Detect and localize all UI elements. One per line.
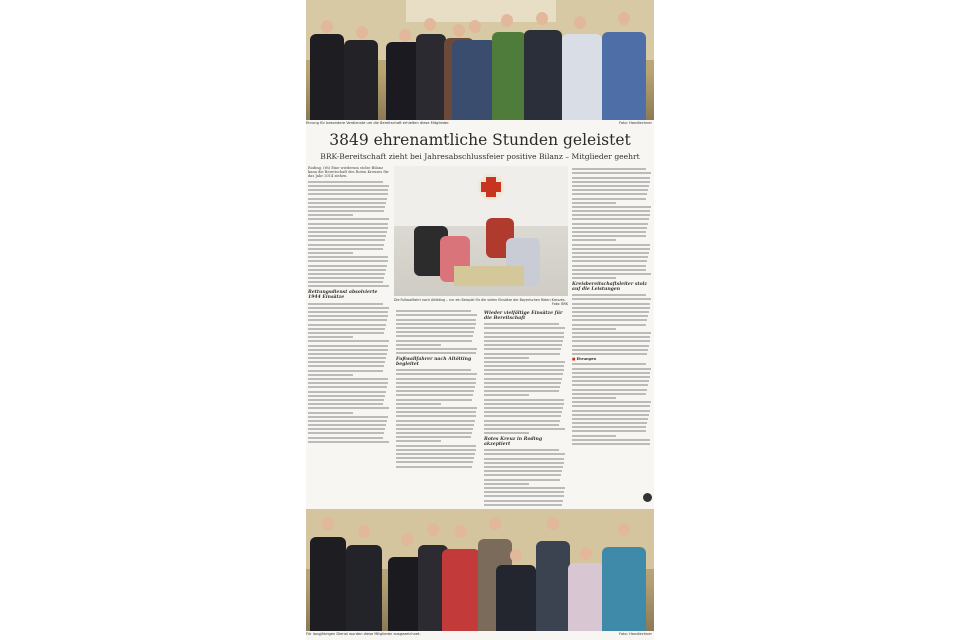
- text-line: [484, 420, 560, 422]
- text-line: [572, 244, 650, 246]
- text-line: [396, 344, 441, 346]
- text-line: [572, 380, 649, 382]
- text-line: [308, 307, 389, 309]
- bottom-group-photo: [306, 509, 654, 631]
- bottom-caption-text: Für langjährigen Dienst wurden diese Mitglieder ausgezeichnet.: [306, 632, 421, 636]
- text-line: [484, 411, 562, 413]
- text-line: [572, 340, 650, 342]
- text-line: [484, 495, 564, 497]
- text-line: [396, 407, 477, 409]
- text-line: [572, 239, 616, 241]
- text-line: [308, 311, 388, 313]
- text-line: [572, 231, 646, 233]
- text-line: [308, 206, 385, 208]
- text-line: [572, 177, 650, 179]
- text-line: [308, 235, 386, 237]
- text-line: [396, 420, 475, 422]
- inner-event-photo: [394, 166, 568, 296]
- text-line: [484, 403, 564, 405]
- text-line: [572, 210, 650, 212]
- text-line: [308, 328, 385, 330]
- text-line: [308, 357, 386, 359]
- intro-paragraph: Roding. (rh) Eine wiederum stolze Bilanz kann die Bereitschaft des Roten Kreuzes für das Jahr 2014 ziehen.: [308, 166, 389, 179]
- text-line: [572, 376, 650, 378]
- text-line: [308, 269, 386, 271]
- text-line: [308, 340, 389, 342]
- text-line: [396, 424, 474, 426]
- text-column-1: [308, 166, 390, 506]
- text-line: [308, 424, 386, 426]
- subhead-operations: Wieder vielfältige Einsätze für die Bereitschaft: [484, 311, 563, 321]
- text-line: [396, 373, 477, 375]
- text-line: [572, 273, 651, 275]
- text-line: [396, 436, 471, 438]
- text-line: [308, 382, 388, 384]
- text-line: [572, 277, 616, 279]
- text-line: [572, 418, 648, 420]
- text-line: [396, 399, 472, 401]
- text-line: [484, 424, 559, 426]
- text-line: [572, 181, 650, 183]
- text-line: [572, 227, 647, 229]
- text-line: [396, 440, 441, 442]
- text-line: [308, 345, 388, 347]
- text-line: [572, 332, 651, 334]
- text-line: [396, 314, 477, 316]
- text-line: [396, 466, 472, 468]
- text-line: [308, 227, 388, 229]
- text-line: [308, 391, 386, 393]
- text-line: [308, 432, 384, 434]
- text-line: [308, 185, 389, 187]
- text-line: [396, 331, 474, 333]
- text-column-4: [572, 166, 652, 491]
- text-line: [572, 307, 650, 309]
- text-line: [572, 368, 651, 370]
- text-line: [308, 218, 389, 220]
- text-line: [308, 265, 387, 267]
- text-line: [308, 416, 388, 418]
- text-line: [572, 235, 646, 237]
- text-line: [572, 193, 647, 195]
- text-line: [484, 415, 561, 417]
- text-line: [484, 407, 563, 409]
- text-line: [308, 319, 387, 321]
- text-line: [572, 256, 648, 258]
- text-line: [484, 344, 562, 346]
- subhead-rescue-service: Rettungsdienst absolvierte 1944 Einsätze: [308, 290, 378, 301]
- text-line: [484, 373, 563, 375]
- text-line: [396, 394, 473, 396]
- text-line: [308, 441, 389, 443]
- text-line: [572, 269, 646, 271]
- text-line: [308, 386, 387, 388]
- text-line: [396, 378, 476, 380]
- text-line: [572, 315, 648, 317]
- text-line: [308, 420, 387, 422]
- text-line: [396, 335, 473, 337]
- text-line: [308, 252, 353, 254]
- text-line: [308, 202, 386, 204]
- text-line: [484, 336, 564, 338]
- text-line: [484, 378, 562, 380]
- text-line: [396, 390, 474, 392]
- text-line: [308, 281, 383, 283]
- text-line: [396, 449, 476, 451]
- text-line: [572, 185, 649, 187]
- text-line: [308, 277, 384, 279]
- subhead-district-leader: Kreisbereitschaftsleiter stolz auf die Leistungen: [572, 282, 647, 293]
- text-line: [484, 474, 561, 476]
- text-line: [572, 260, 647, 262]
- text-line: [308, 407, 389, 409]
- text-line: [308, 361, 385, 363]
- text-line: [572, 218, 649, 220]
- text-line: [308, 181, 383, 183]
- text-line: [308, 239, 385, 241]
- text-line: [572, 252, 649, 254]
- text-line: [308, 412, 353, 414]
- text-line: [484, 462, 564, 464]
- text-line: [484, 491, 564, 493]
- text-line: [396, 382, 476, 384]
- inner-photo-credit: Foto: BRK: [552, 302, 568, 306]
- honors-label: ■ Ehrungen: [572, 357, 597, 362]
- text-line: [484, 340, 563, 342]
- text-line: [396, 386, 475, 388]
- text-line: [572, 328, 616, 330]
- text-line: [572, 435, 616, 437]
- text-line: [484, 365, 564, 367]
- text-line: [308, 437, 383, 439]
- text-line: [572, 349, 648, 351]
- text-line: [308, 214, 353, 216]
- subhead-acceptance: Rotes Kreuz in Roding akzeptiert: [484, 437, 543, 448]
- text-line: [396, 310, 471, 312]
- text-line: [572, 345, 649, 347]
- inner-photo-caption: [394, 298, 568, 306]
- text-line: [308, 365, 384, 367]
- text-line: [308, 403, 383, 405]
- text-line: [308, 256, 388, 258]
- text-line: [572, 353, 647, 355]
- text-line: [308, 244, 384, 246]
- newspaper-page: [306, 0, 654, 640]
- text-line: [396, 411, 476, 413]
- text-line: [572, 397, 616, 399]
- text-line: [572, 426, 646, 428]
- text-line: [572, 298, 651, 300]
- text-line: [572, 414, 649, 416]
- text-line: [572, 214, 650, 216]
- text-line: [308, 332, 384, 334]
- text-line: [308, 315, 388, 317]
- text-line: [572, 401, 651, 403]
- text-line: [308, 374, 353, 376]
- text-line: [308, 378, 388, 380]
- text-line: [308, 336, 353, 338]
- top-photo-credit: Foto: Handlechner: [619, 121, 652, 125]
- text-line: [308, 399, 384, 401]
- text-line: [572, 206, 651, 208]
- text-line: [308, 248, 383, 250]
- text-line: [484, 386, 560, 388]
- text-line: [308, 395, 385, 397]
- text-line: [572, 389, 647, 391]
- text-line: [308, 210, 384, 212]
- text-line: [396, 327, 475, 329]
- inner-caption-text: Die Fußwallfahrt nach Altötting – nur ein Beispiel für die vielen Einsätze der Bayerischen Roten Kreuzes.: [394, 298, 566, 302]
- bottom-photo-credit: Foto: Handlechner: [619, 632, 652, 636]
- text-column-2: [396, 308, 478, 506]
- text-line: [484, 453, 565, 455]
- text-line: [484, 500, 563, 502]
- text-line: [396, 352, 476, 354]
- text-line: [572, 172, 651, 174]
- text-line: [572, 202, 616, 204]
- text-line: [572, 410, 650, 412]
- text-line: [396, 457, 474, 459]
- text-line: [484, 470, 562, 472]
- text-line: [572, 430, 646, 432]
- bottom-photo-caption: [306, 632, 654, 636]
- top-photo-caption: [306, 121, 654, 125]
- text-line: [308, 198, 387, 200]
- text-line: [396, 415, 476, 417]
- text-line: [572, 294, 646, 296]
- text-line: [572, 303, 650, 305]
- text-line: [484, 361, 565, 363]
- text-line: [484, 504, 562, 506]
- text-line: [572, 189, 648, 191]
- text-line: [396, 323, 476, 325]
- text-line: [308, 370, 383, 372]
- text-line: [308, 260, 388, 262]
- text-line: [484, 466, 563, 468]
- text-line: [484, 458, 564, 460]
- top-group-photo: [306, 0, 654, 120]
- text-line: [572, 372, 650, 374]
- headline: 3849 ehrenamtliche Stunden geleistet: [329, 131, 631, 149]
- text-line: [572, 324, 646, 326]
- text-line: [484, 390, 559, 392]
- text-line: [396, 445, 476, 447]
- text-line: [484, 449, 559, 451]
- text-line: [484, 369, 564, 371]
- text-line: [308, 285, 389, 287]
- text-line: [484, 357, 529, 359]
- text-column-3: [484, 308, 566, 506]
- text-line: [484, 332, 564, 334]
- text-line: [396, 369, 471, 371]
- text-line: [572, 223, 648, 225]
- text-line: [572, 311, 649, 313]
- text-line: [572, 363, 646, 365]
- text-line: [572, 265, 646, 267]
- text-line: [484, 479, 560, 481]
- text-line: [572, 248, 650, 250]
- text-line: [396, 348, 477, 350]
- top-caption-text: Ehrung für besondere Verdienste um die Bereitschaft erhielten diese Mitglieder.: [306, 121, 450, 125]
- text-line: [572, 405, 650, 407]
- text-line: [572, 319, 647, 321]
- text-line: [484, 382, 561, 384]
- text-line: [484, 428, 565, 430]
- text-line: [484, 327, 565, 329]
- text-line: [572, 168, 646, 170]
- text-line: [484, 323, 559, 325]
- text-line: [572, 422, 647, 424]
- text-line: [396, 319, 476, 321]
- text-line: [396, 340, 472, 342]
- text-line: [484, 348, 561, 350]
- text-line: [308, 353, 387, 355]
- text-line: [572, 198, 646, 200]
- text-line: [484, 399, 564, 401]
- text-line: [484, 394, 529, 396]
- text-line: [484, 432, 529, 434]
- text-line: [396, 453, 475, 455]
- publisher-logo-icon: [643, 493, 652, 502]
- text-line: [396, 461, 473, 463]
- text-line: [572, 384, 648, 386]
- text-line: [396, 428, 473, 430]
- text-line: [308, 349, 388, 351]
- text-line: [308, 428, 385, 430]
- text-line: [308, 273, 385, 275]
- text-line: [308, 324, 386, 326]
- subheadline: BRK-Bereitschaft zieht bei Jahresabschlussfeier positive Bilanz – Mitglieder geehrt: [320, 152, 640, 161]
- text-line: [572, 336, 650, 338]
- text-line: [572, 393, 646, 395]
- text-line: [396, 403, 441, 405]
- text-line: [572, 439, 650, 441]
- text-line: [308, 193, 388, 195]
- subhead-pilgrimage: Fußwallfahrer nach Altötting begleitet: [396, 357, 472, 368]
- text-line: [308, 223, 388, 225]
- text-line: [396, 432, 472, 434]
- text-line: [572, 443, 650, 445]
- text-line: [484, 483, 529, 485]
- text-line: [308, 189, 388, 191]
- text-line: [308, 231, 387, 233]
- text-line: [308, 303, 383, 305]
- text-line: [484, 353, 560, 355]
- text-line: [484, 487, 565, 489]
